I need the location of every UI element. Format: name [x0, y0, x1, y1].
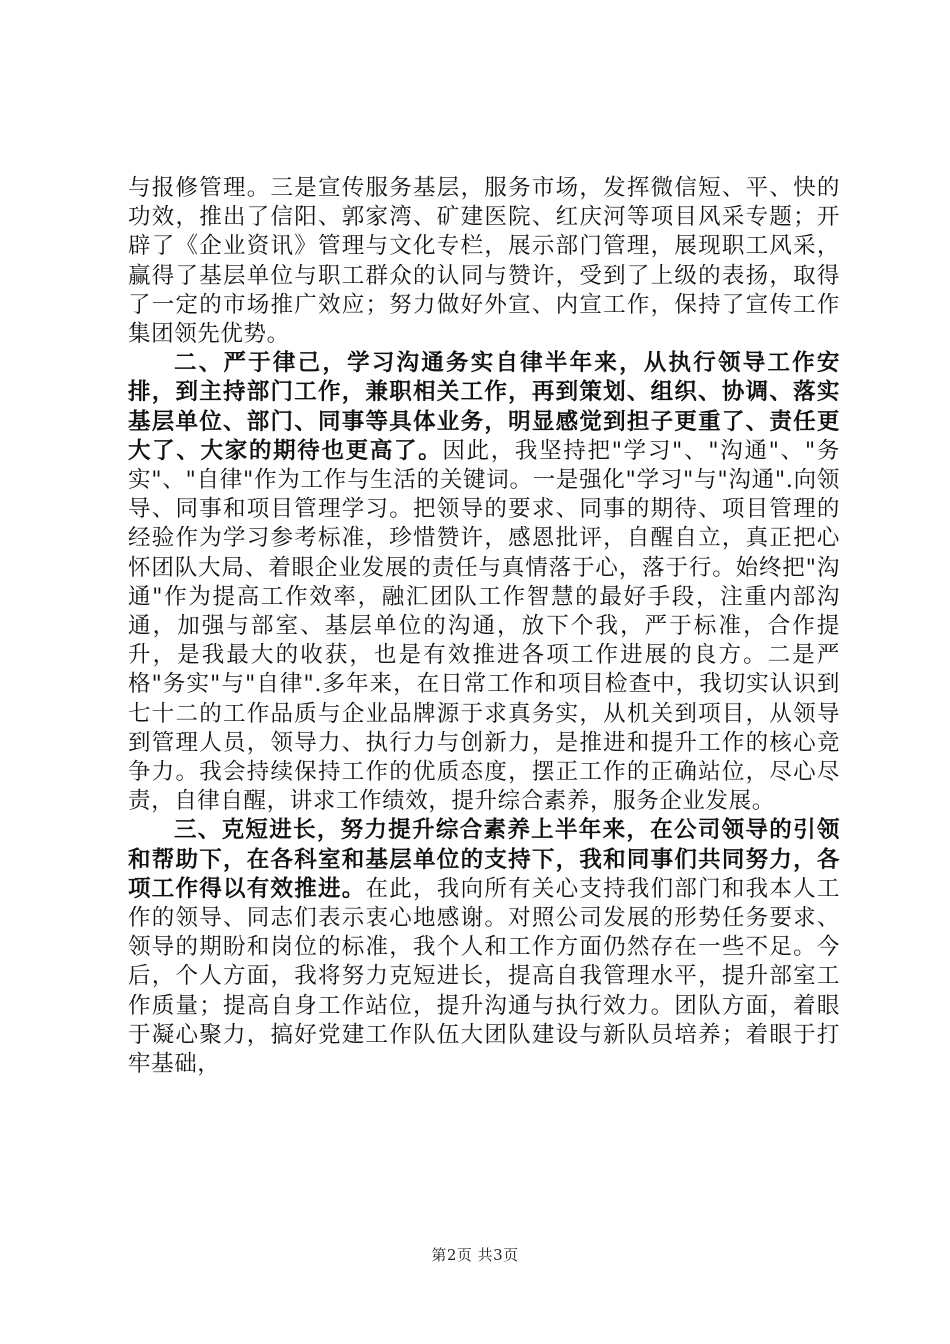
paragraph-continuation: [128, 174, 840, 349]
paragraph-text: 与报修管理。三是宣传服务基层，服务市场，发挥微信短、平、快的功效，推出了信阳、郭家湾、矿建医院、红庆河等项目风采专题；开辟了《企业资讯》管理与文化专栏，展示部门管理，展现职工风采，赢得了基层单位与职工群众的认同与赞许，受到了上级的表扬，取得了一定的市场推广效应；努力做好外宣、内宣工作，保持了宣传工作集团领先优势。: [128, 175, 840, 348]
paragraph-text: 因此，我坚持把"学习"、"沟通"、"务实"、"自律"作为工作与生活的关键词。一是强化"学习"与"沟通".向领导、同事和项目管理学习。把领导的要求、同事的期待、项目管理的经验作为学习参考标准，珍惜赞许，感恩批评，自醒自立，真正把心怀团队大局、着眼企业发展的责任与真情落于心，落于行。始终把"沟通"作为提高工作效率，融汇团队工作智慧的最好手段，注重内部沟通，加强与部室、基层单位的沟通，放下个我，严于标准，合作提升，是我最大的收获，也是有效推进各项工作进展的良方。二是严格"务实"与"自律".多年来，在日常工作和项目检查中，我切实认识到七十二的工作品质与企业品牌源于求真务实，从机关到项目，从领导到管理人员，领导力、执行力与创新力，是推进和提升工作的核心竞争力。我会持续保持工作的优质态度，摆正工作的正确站位，尽心尽责，自律自醒，讲求工作绩效，提升综合素养，服务企业发展。: [128, 437, 840, 815]
page-number-footer: 第2页 共3页: [431, 1246, 519, 1264]
paragraph-section-3: [128, 816, 840, 1079]
section-2-heading: 二、严于律己，学习沟通务实自律半年来，从执行领导工作安排，到主持部门工作，兼职相关工作，再到策划、组织、协调、落实基层单位、部门、同事等具体业务，明显感觉到担子更重了、责任更大了、大家的期待也更高了。: [128, 350, 840, 464]
paragraph-text: 在此，我向所有关心支持我们部门和我本人工作的领导、同志们表示衷心地感谢。对照公司发展的形势任务要求、领导的期盼和岗位的标准，我个人和工作方面仍然存在一些不足。今后，个人方面，我将努力克短进长，提高自我管理水平，提升部室工作质量；提高自身工作站位，提升沟通与执行效力。团队方面，着眼于凝心聚力，搞好党建工作队伍大团队建设与新队员培养；着眼于打牢基础，: [128, 875, 840, 1078]
section-3-heading: 三、克短进长，努力提升综合素养上半年来，在公司领导的引领和帮助下，在各科室和基层单位的支持下，我和同事们共同努力，各项工作得以有效推进。: [128, 817, 840, 902]
paragraph-section-2: [128, 349, 840, 816]
document-body: [128, 174, 840, 1079]
